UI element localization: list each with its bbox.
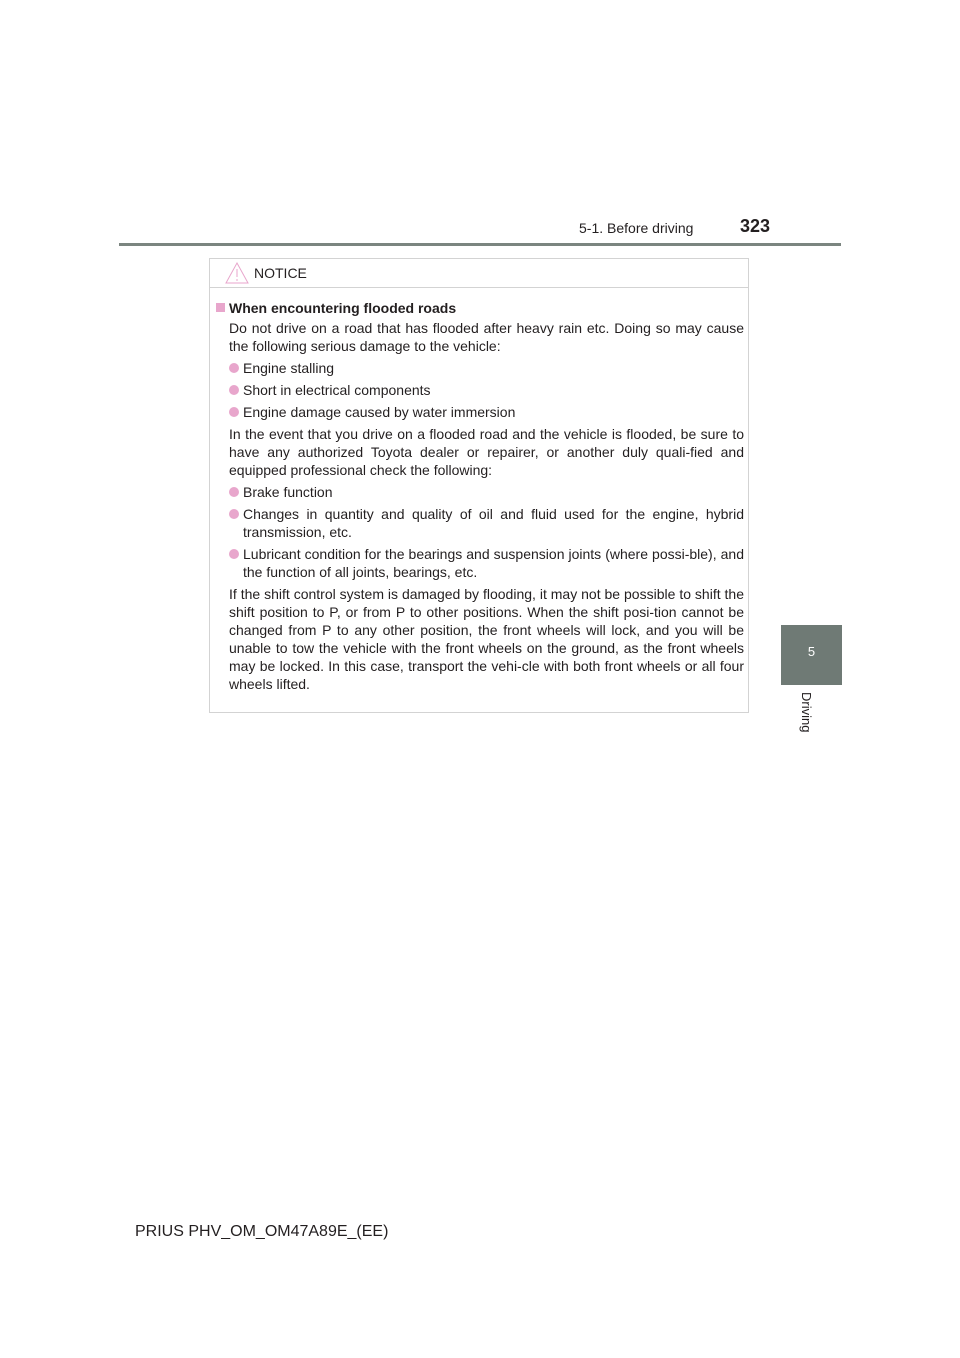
notice-header	[210, 259, 748, 288]
round-bullet-icon	[229, 363, 239, 373]
footer-document-code: PRIUS PHV_OM_OM47A89E_(EE)	[135, 1223, 389, 1240]
list-item: Brake function	[215, 483, 744, 501]
list-item: Lubricant condition for the bearings and suspension joints (where possi-ble), and the function of all joints, bearings, etc.	[215, 545, 744, 581]
round-bullet-icon	[229, 407, 239, 417]
notice-box	[209, 258, 749, 713]
warning-triangle-icon	[224, 261, 250, 285]
list-item: Engine stalling	[215, 359, 744, 377]
chapter-tab-number: 5	[807, 644, 816, 659]
page-number: 323	[740, 216, 771, 236]
list-item: Engine damage caused by water immersion	[215, 403, 744, 421]
round-bullet-icon	[229, 385, 239, 395]
round-bullet-icon	[229, 487, 239, 497]
notice-title: NOTICE	[254, 265, 307, 281]
damage-list	[215, 359, 744, 421]
chapter-tab-label: Driving	[799, 692, 814, 733]
list-item: Short in electrical components	[215, 381, 744, 399]
round-bullet-icon	[229, 509, 239, 519]
check-list	[215, 483, 744, 581]
square-bullet-icon	[216, 303, 225, 312]
check-intro: In the event that you drive on a flooded road and the vehicle is flooded, be sure to have any authorized Toyota dealer or repairer, or another duly quali-fied and equipped professional check the following:	[229, 426, 744, 478]
list-item: Changes in quantity and quality of oil and fluid used for the engine, hybrid transmission, etc.	[215, 505, 744, 541]
round-bullet-icon	[229, 549, 239, 559]
closing-paragraph: If the shift control system is damaged by flooding, it may not be possible to shift the shift position to P, or from P to other positions. When the shift posi-tion cannot be changed from P to any other position, the front wheels will lock, and you will be unable to tow the vehicle with the front wheels on the ground, as the front wheels may be locked. In this case, transport the vehi-cle with both front wheels or all four wheels lifted.	[229, 586, 744, 692]
header-section-title: 5-1. Before driving	[579, 220, 694, 236]
notice-body	[215, 299, 744, 697]
notice-intro: Do not drive on a road that has flooded after heavy rain etc. Doing so may cause the following serious damage to the vehicle:	[229, 320, 744, 354]
notice-heading	[215, 299, 744, 317]
header-divider	[119, 243, 841, 246]
notice-heading-text: When encountering flooded roads	[229, 300, 457, 316]
chapter-tab	[781, 625, 842, 685]
